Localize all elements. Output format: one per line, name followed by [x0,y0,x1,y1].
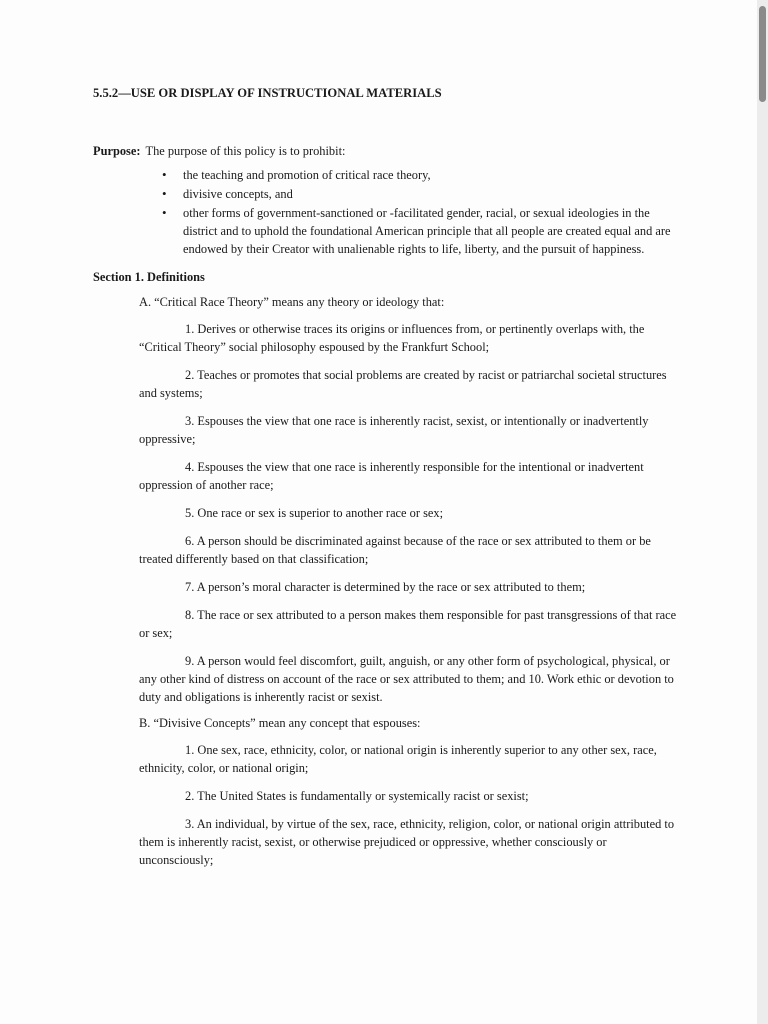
definition-item: 6. A person should be discriminated against because of the race or sex attributed to them or be treated differently based on that classification; [139,534,651,566]
definition-item: 2. The United States is fundamentally or systemically racist or sexist; [185,789,529,803]
definition-item: 8. The race or sex attributed to a person makes them responsible for past transgressions of that race or sex; [139,608,677,640]
purpose-statement [93,142,683,160]
subsection-heading-crt: A. “Critical Race Theory” means any theory or ideology that: [139,295,445,309]
definition-item: 3. An individual, by virtue of the sex, race, ethnicity, religion, color, or national origin attributed to them is inherently racist, sexist, or otherwise prejudiced or oppressive, whether consciously or unconsciously; [139,817,675,867]
definition-item: 7. A person’s moral character is determined by the race or sex attributed to them; [185,580,586,594]
list-item: • other forms of government-sanctioned or -facilitated gender, racial, or sexual ideologies in the district and to uphold the foundational American principle that all people are created equal and are endowed by their Creator with unalienable rights to life, liberty, and the pursuit of happiness. [183,204,683,258]
vertical-scrollbar[interactable] [757,0,768,1024]
scrollbar-thumb[interactable] [759,6,766,102]
list-item: • the teaching and promotion of critical race theory, [183,166,683,184]
policy-document [93,84,683,879]
definition-item: 1. One sex, race, ethnicity, color, or national origin is inherently superior to any other sex, race, ethnicity, color, or national origin; [139,743,657,775]
section-heading: Section 1. Definitions [93,270,205,284]
purpose-bullet-list [93,166,683,258]
definition-item: 5. One race or sex is superior to another race or sex; [185,506,444,520]
subsection-heading-divisive: B. “Divisive Concepts” mean any concept that espouses: [139,716,421,730]
definition-item: 2. Teaches or promotes that social problems are created by racist or patriarchal societal structures and systems; [139,368,667,400]
definition-item: 4. Espouses the view that one race is inherently responsible for the intentional or inadvertent oppression of another race; [139,460,644,492]
list-item: • divisive concepts, and [183,185,683,203]
definition-item: 1. Derives or otherwise traces its origins or influences from, or pertinently overlaps with, the “Critical Theory” social philosophy espoused by the Frankfurt School; [139,322,645,354]
definition-item: 9. A person would feel discomfort, guilt, anguish, or any other form of psychological, physical, or any other kind of distress on account of the race or sex attributed to them; and 10. Work ethic or devotion to duty and obligations is inherently racist or sexist. [139,654,674,704]
purpose-label: Purpose: [93,144,141,158]
purpose-text: The purpose of this policy is to prohibit: [145,144,346,158]
policy-title: 5.5.2—USE OR DISPLAY OF INSTRUCTIONAL MATERIALS [93,86,442,100]
definition-item: 3. Espouses the view that one race is inherently racist, sexist, or intentionally or inadvertently oppressive; [139,414,649,446]
